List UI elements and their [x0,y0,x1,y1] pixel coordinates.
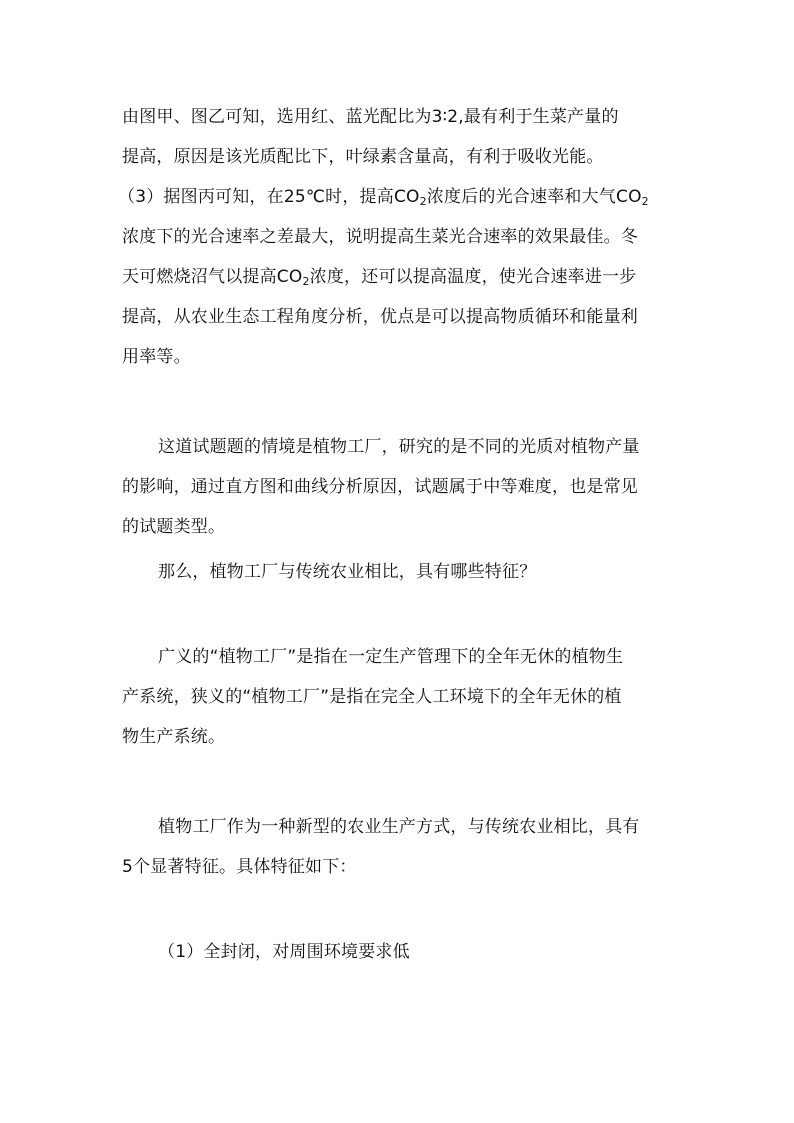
text-line-10: 的试题类型。 [122,517,226,537]
co2-subscript: 2 [419,195,427,208]
text-line-14: 物生产系统。 [122,727,226,747]
text-line-4: 浓度下的光合速率之差最大，说明提高生菜光合速率的效果最佳。冬 [122,227,638,247]
text-line-5-part-b: 浓度，还可以提高温度，使光合速率进一步 [309,267,637,287]
text-line-5-part-a: 天可燃烧沼气以提高CO [122,267,303,287]
co2-subscript: 2 [302,275,310,288]
text-line-15: 植物工厂作为一种新型的农业生产方式，与传统农业相比，具有 [158,817,640,837]
text-line-5 [122,266,636,293]
text-line-1: 由图甲、图乙可知，选用红、蓝光配比为3∶2,最有利于生菜产量的 [122,107,619,127]
text-line-16: 5个显著特征。具体特征如下： [122,857,357,877]
text-line-9: 的影响，通过直方图和曲线分析原因，试题属于中等难度，也是常见 [122,477,638,497]
co2-subscript: 2 [641,195,649,208]
text-line-3-part-b: 浓度后的光合速率和大气CO [426,187,642,207]
text-line-6: 提高，从农业生态工程角度分析，优点是可以提高物质循环和能量利 [122,307,638,327]
text-line-11: 那么，植物工厂与传统农业相比，具有哪些特征？ [158,562,537,582]
text-line-7: 用率等。 [122,347,191,367]
text-line-3 [118,186,649,213]
text-line-8: 这道试题题的情境是植物工厂，研究的是不同的光质对植物产量 [158,437,640,457]
text-line-2: 提高，原因是该光质配比下，叶绿素含量高，有利于吸收光能。 [122,147,604,167]
text-line-13: 产系统，狭义的“植物工厂”是指在完全人工环境下的全年无休的植 [122,687,622,707]
text-line-17: （1）全封闭，对周围环境要求低 [158,942,410,962]
text-line-3-part-a: （3）据图丙可知，在25℃时，提高CO [118,187,420,207]
text-line-12: 广义的“植物工厂”是指在一定生产管理下的全年无休的植物生 [158,647,624,667]
